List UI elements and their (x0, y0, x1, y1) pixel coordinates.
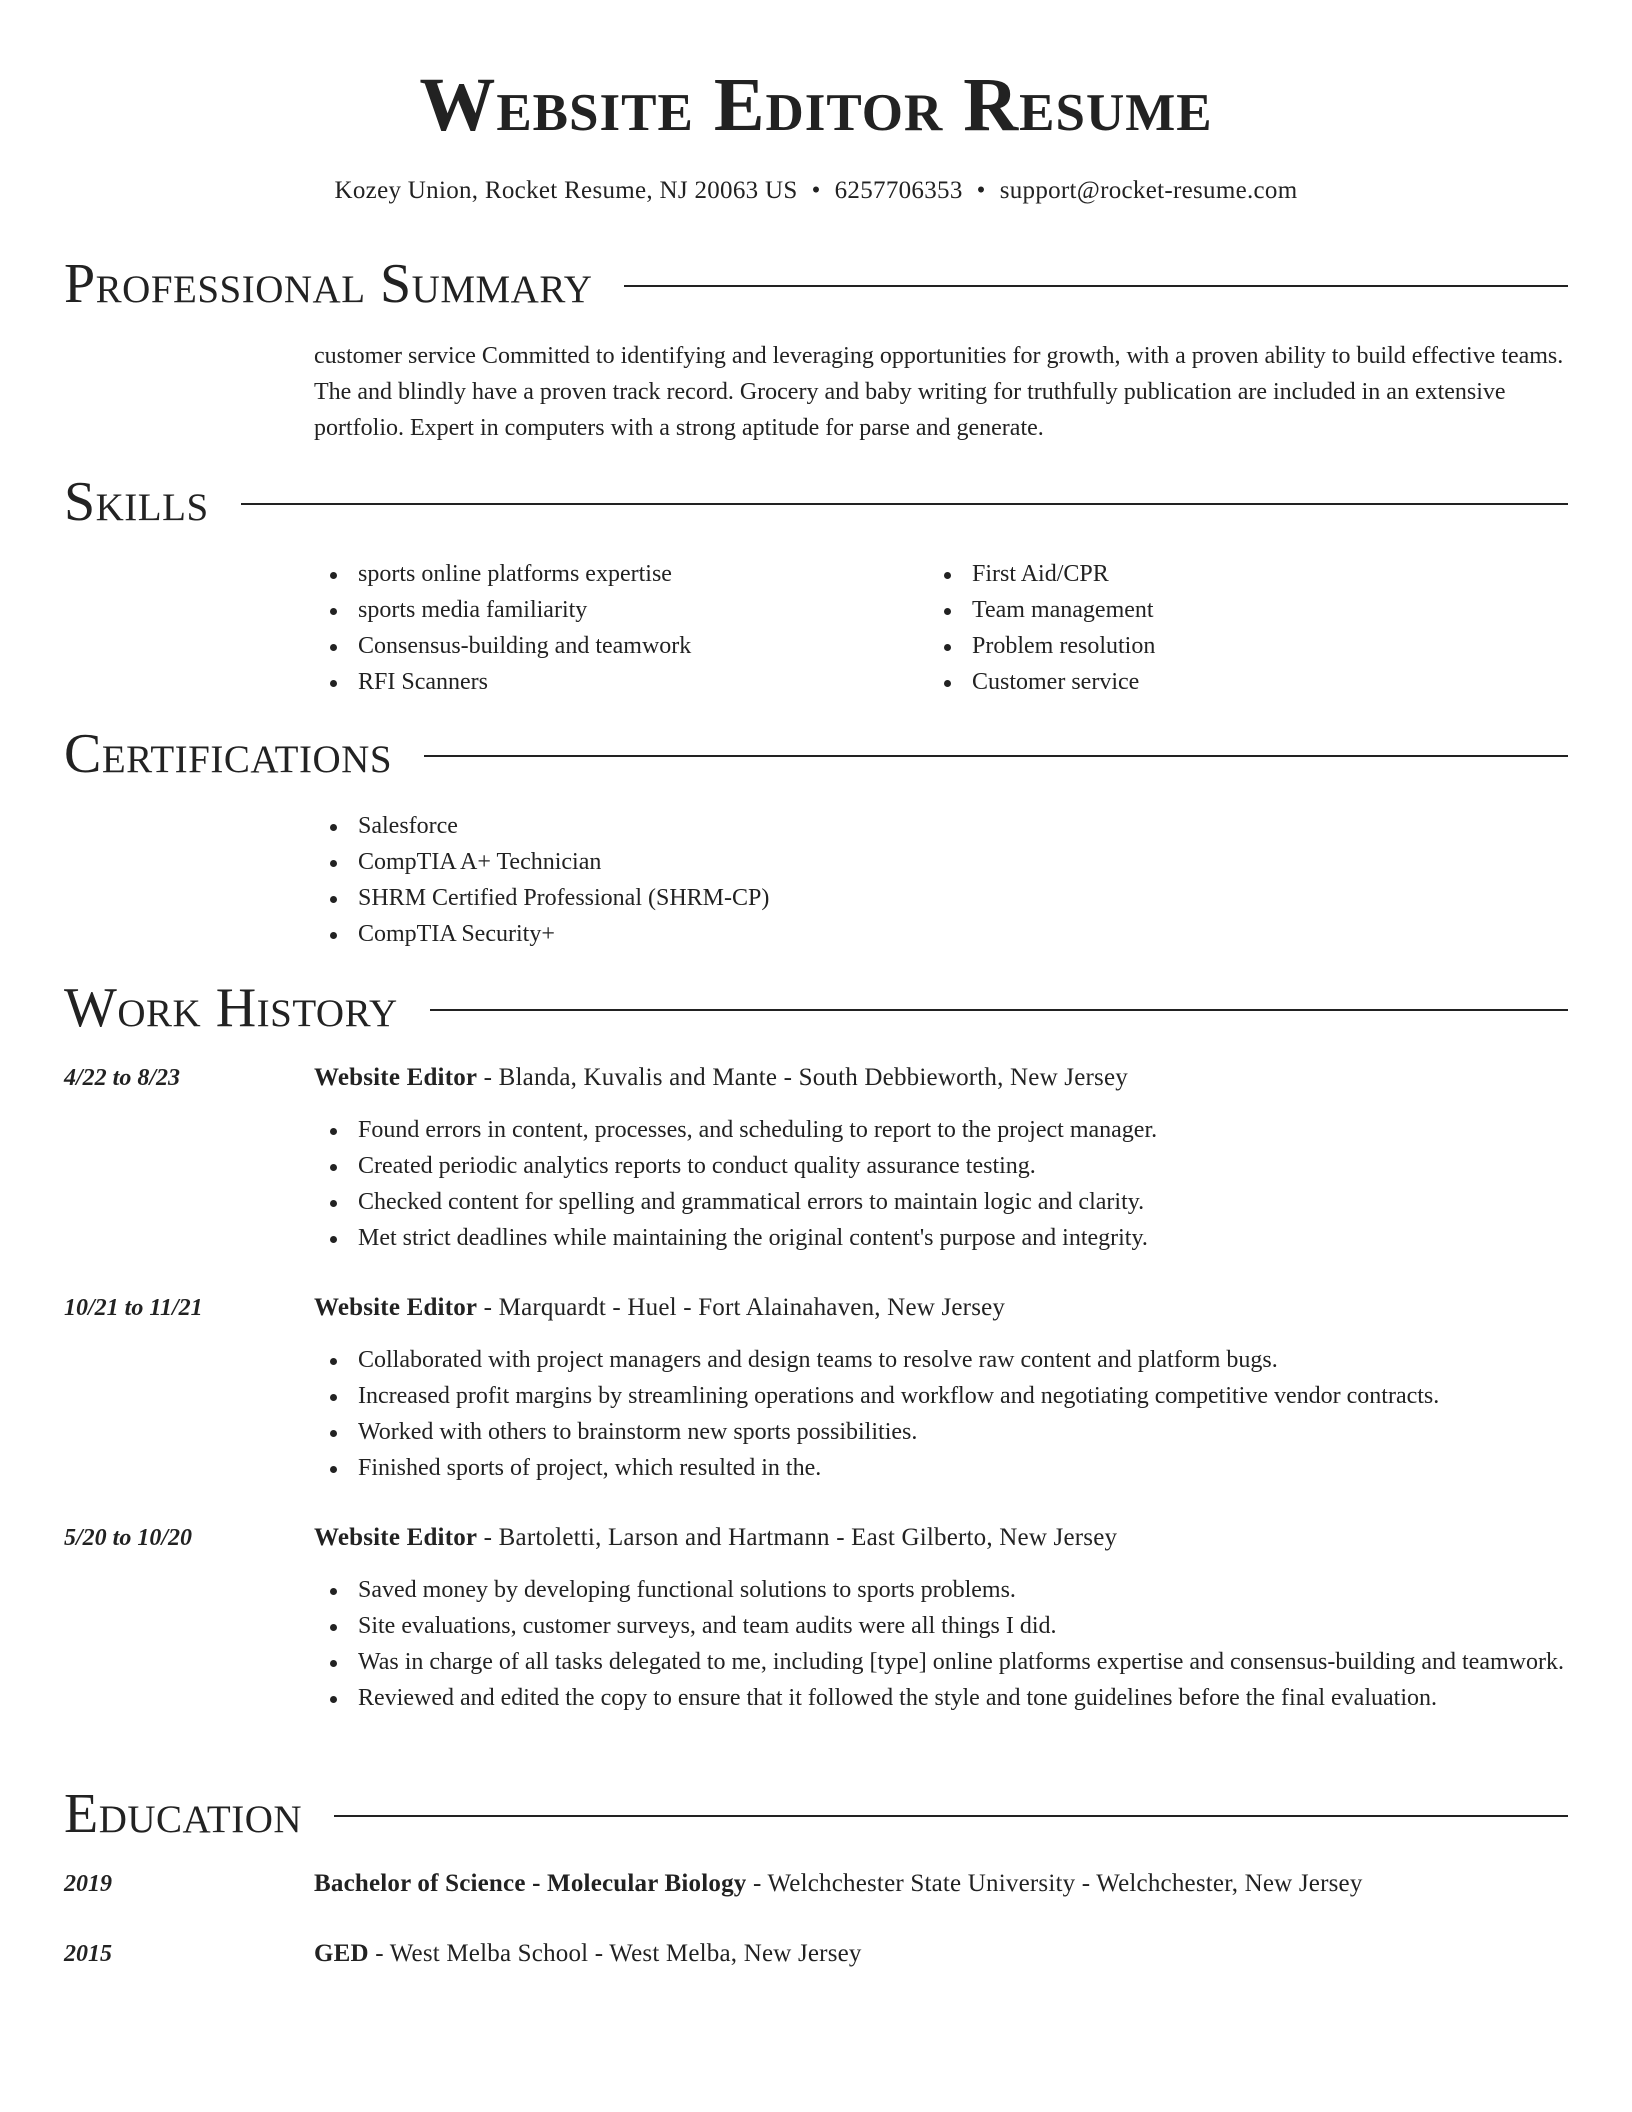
contact-phone: 6257706353 (834, 177, 963, 204)
skill-item: RFI Scanners (314, 664, 691, 700)
section-header-skills (64, 470, 1568, 534)
education-school: - West Melba School - West Melba, New Jersey (368, 1940, 862, 1967)
job-employer: - Bartoletti, Larson and Hartmann - East Gilberto, New Jersey (477, 1524, 1118, 1551)
job-bullet: Created periodic analytics reports to conduct quality assurance testing. (314, 1148, 1568, 1184)
skill-item: Team management (928, 592, 1155, 628)
job-bullet: Checked content for spelling and grammatical errors to maintain logic and clarity. (314, 1184, 1568, 1220)
contact-separator: • (976, 177, 986, 204)
job-headline (314, 1520, 1568, 1556)
job-dates: 10/21 to 11/21 (64, 1295, 203, 1321)
education-year: 2015 (64, 1941, 112, 1967)
job-bullet: Collaborated with project managers and design teams to resolve raw content and platform bugs. (314, 1342, 1568, 1378)
job-dates: 4/22 to 8/23 (64, 1065, 181, 1091)
certifications-list (314, 808, 769, 952)
section-header-education (64, 1782, 1568, 1846)
certification-item: Salesforce (314, 808, 769, 844)
skill-item: First Aid/CPR (928, 556, 1155, 592)
certification-item: CompTIA Security+ (314, 916, 769, 952)
section-divider (624, 285, 1568, 287)
job-headline (314, 1290, 1568, 1326)
education-degree: Bachelor of Science - Molecular Biology (314, 1870, 747, 1897)
job-bullet: Increased profit margins by streamlining operations and workflow and negotiating competitive vendor contracts. (314, 1378, 1568, 1414)
certification-item: CompTIA A+ Technician (314, 844, 769, 880)
job-employer: - Marquardt - Huel - Fort Alainahaven, New Jersey (477, 1294, 1006, 1321)
contact-address: Kozey Union, Rocket Resume, NJ 20063 US (334, 177, 798, 204)
education-headline (314, 1936, 1568, 1972)
skill-item: Consensus-building and teamwork (314, 628, 691, 664)
section-header-summary (64, 252, 1568, 316)
job-bullet: Saved money by developing functional solutions to sports problems. (314, 1572, 1568, 1608)
skills-list-left (314, 556, 691, 700)
job-employer: - Blanda, Kuvalis and Mante - South Debbieworth, New Jersey (477, 1064, 1128, 1091)
job-title: Website Editor (314, 1064, 478, 1091)
skill-item: Customer service (928, 664, 1155, 700)
education-degree: GED (314, 1940, 369, 1967)
contact-line (0, 174, 1632, 208)
job-title: Website Editor (314, 1524, 478, 1551)
section-title-education: Education (64, 1783, 303, 1845)
job-dates: 5/20 to 10/20 (64, 1525, 193, 1551)
section-header-certifications (64, 722, 1568, 786)
contact-separator: • (811, 177, 821, 204)
section-divider (241, 503, 1568, 505)
section-divider (334, 1815, 1568, 1817)
job-bullets (314, 1572, 1568, 1716)
skills-list-right (928, 556, 1155, 700)
job-bullet: Finished sports of project, which resulted in the. (314, 1450, 1568, 1486)
job-bullet: Met strict deadlines while maintaining the original content's purpose and integrity. (314, 1220, 1568, 1256)
education-school: - Welchchester State University - Welchchester, New Jersey (746, 1870, 1363, 1897)
skill-item: sports online platforms expertise (314, 556, 691, 592)
job-bullet: Found errors in content, processes, and scheduling to report to the project manager. (314, 1112, 1568, 1148)
section-divider (430, 1009, 1568, 1011)
contact-email: support@rocket-resume.com (999, 177, 1298, 204)
job-bullet: Was in charge of all tasks delegated to me, including [type] online platforms expertise and consensus-building and teamwork. (314, 1644, 1568, 1680)
section-title-work-history: Work History (64, 977, 398, 1039)
section-header-work-history (64, 976, 1568, 1040)
section-title-summary: Professional Summary (64, 253, 593, 315)
section-title-certifications: Certifications (64, 723, 393, 785)
job-title: Website Editor (314, 1294, 478, 1321)
section-divider (424, 755, 1568, 757)
job-bullet: Worked with others to brainstorm new sports possibilities. (314, 1414, 1568, 1450)
summary-text: customer service Committed to identifying and leveraging opportunities for growth, with a proven ability to build effective teams. The and blindly have a proven track record. Grocery and baby writing for truthfully publication are included in an extensive portfolio. Expert in computers with a strong aptitude for parse and generate. (314, 343, 1564, 441)
job-bullets (314, 1112, 1568, 1256)
skill-item: sports media familiarity (314, 592, 691, 628)
section-title-skills: Skills (64, 471, 209, 533)
certification-item: SHRM Certified Professional (SHRM-CP) (314, 880, 769, 916)
resume-title: Website Editor Resume (419, 63, 1213, 147)
job-bullets (314, 1342, 1568, 1486)
skill-item: Problem resolution (928, 628, 1155, 664)
job-bullet: Site evaluations, customer surveys, and team audits were all things I did. (314, 1608, 1568, 1644)
job-headline (314, 1060, 1568, 1096)
job-bullet: Reviewed and edited the copy to ensure that it followed the style and tone guidelines before the final evaluation. (314, 1680, 1568, 1716)
education-year: 2019 (64, 1871, 112, 1897)
education-headline (314, 1866, 1568, 1902)
